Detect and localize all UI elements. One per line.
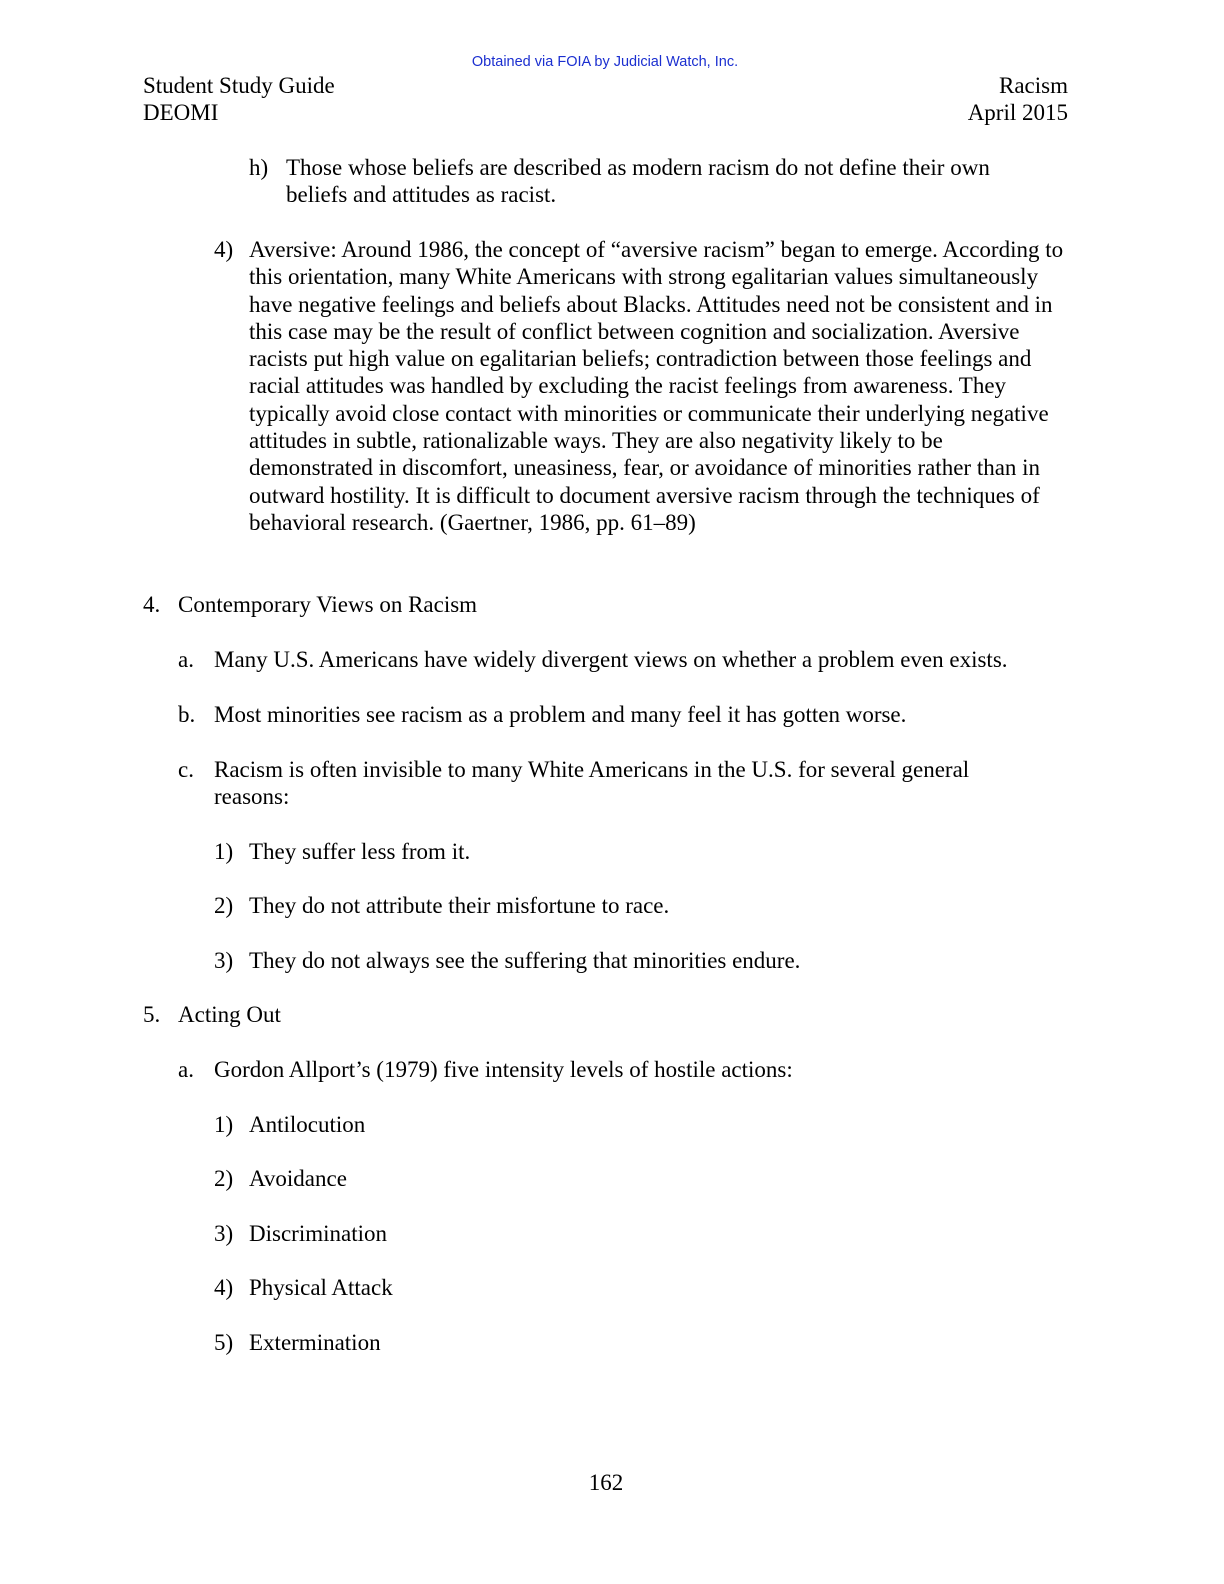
page-number: 162 [588, 1470, 624, 1495]
list-item: Antilocution [249, 1112, 366, 1137]
list-item: Physical Attack [249, 1275, 393, 1300]
foia-watermark: Obtained via FOIA by Judicial Watch, Inc. [471, 54, 739, 70]
header-date: April 2015 [967, 100, 1068, 125]
list-marker: b. [178, 702, 196, 727]
list-item-line1: Racism is often invisible to many White Americans in the U.S. for several general [214, 757, 970, 782]
list-item-text-line1: Those whose beliefs are described as modern racism do not define their own [286, 155, 990, 180]
list-marker: 1) [214, 1112, 234, 1137]
list-item: Avoidance [249, 1166, 347, 1191]
list-marker: 1) [214, 839, 234, 864]
section-title: Acting Out [178, 1002, 281, 1027]
list-item: They suffer less from it. [249, 839, 471, 864]
list-item: Discrimination [249, 1221, 387, 1246]
list-marker: 3) [214, 1221, 234, 1246]
list-item: Most minorities see racism as a problem and many feel it has gotten worse. [214, 702, 907, 727]
list-item-text-line2: beliefs and attitudes as racist. [286, 182, 557, 207]
list-marker: c. [178, 757, 194, 782]
list-marker: 4) [214, 237, 234, 262]
list-marker: 2) [214, 893, 234, 918]
header-left [143, 72, 335, 126]
list-marker: h) [249, 155, 269, 180]
list-marker: 2) [214, 1166, 234, 1191]
list-item: Extermination [249, 1330, 381, 1355]
list-item: They do not attribute their misfortune to race. [249, 893, 670, 918]
section-number: 5. [143, 1002, 161, 1027]
list-marker: 5) [214, 1330, 234, 1355]
list-item-line2: reasons: [214, 784, 290, 809]
header-topic: Racism [999, 73, 1068, 98]
section-number: 4. [143, 592, 161, 617]
header-organization: DEOMI [143, 100, 219, 125]
section-title: Contemporary Views on Racism [178, 592, 478, 617]
list-marker: a. [178, 647, 194, 672]
list-item: Many U.S. Americans have widely divergent views on whether a problem even exists. [214, 647, 1008, 672]
list-item: They do not always see the suffering that minorities endure. [249, 948, 801, 973]
list-marker: a. [178, 1057, 194, 1082]
list-item: Gordon Allport’s (1979) five intensity levels of hostile actions: [214, 1057, 793, 1082]
list-marker: 3) [214, 948, 234, 973]
header-right [968, 72, 1068, 126]
header-guide-title: Student Study Guide [143, 73, 335, 98]
list-marker: 4) [214, 1275, 234, 1300]
aversive-racism-paragraph: Aversive: Around 1986, the concept of “aversive racism” began to emerge. According to this orientation, many White Americans with strong egalitarian values simultaneously have negative feelings and beliefs about Blacks. Attitudes need not be consistent and in this case may be the result of conflict between cognition and socialization. Aversive racists put high value on egalitarian beliefs; contradiction between those feelings and racial attitudes was handled by excluding the racist feelings from awareness. They typically avoid close contact with minorities or communicate their underlying negative attitudes in subtle, rationalizable ways. They are also negativity likely to be demonstrated in discomfort, uneasiness, fear, or avoidance of minorities rather than in outward hostility. It is difficult to document aversive racism through the techniques of behavioral research. (Gaertner, 1986, pp. 61–89) [249, 237, 1064, 535]
